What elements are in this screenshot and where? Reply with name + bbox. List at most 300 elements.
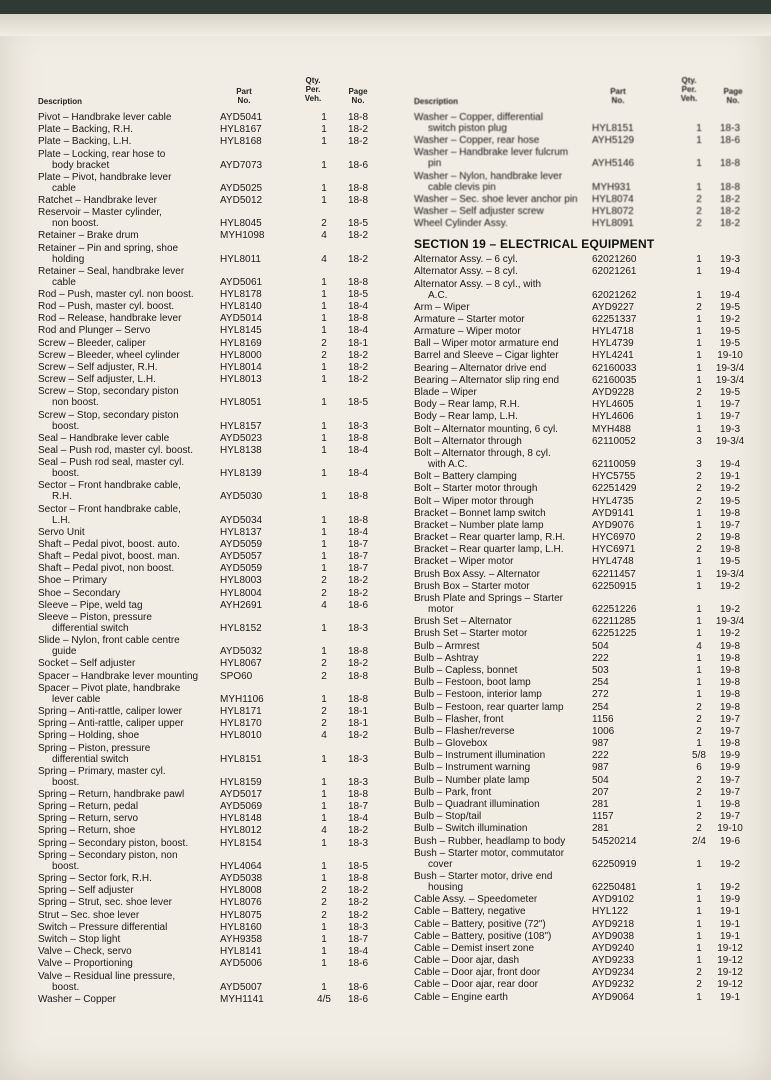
table-row (38, 671, 378, 682)
qty-per-vehicle: 1 (696, 181, 702, 193)
description-line: Cable – Door ajar, dash (414, 955, 520, 967)
part-description (38, 266, 220, 288)
part-number: HYL4748 (592, 556, 634, 568)
part-description (38, 195, 220, 206)
part-number: HYL8151 (592, 123, 634, 134)
page-number: 18-8 (347, 432, 368, 444)
part-description (414, 314, 592, 325)
table-row (38, 612, 378, 634)
table-row (38, 457, 378, 479)
part-description (414, 955, 592, 966)
part-description (414, 363, 592, 374)
qty-per-vehicle: 2 (696, 218, 702, 230)
part-number: HYL8157 (220, 420, 262, 432)
description-line-2: cable clevis pin (428, 181, 496, 193)
part-number: 222 (592, 652, 609, 664)
qty-per-vehicle: 1 (321, 491, 327, 503)
page-number: 18-2 (719, 218, 740, 230)
table-row (414, 762, 748, 773)
page-number: 19-1 (719, 930, 740, 942)
part-number: AYD9064 (592, 991, 635, 1003)
page-number: 18-8 (347, 646, 368, 658)
part-number: 254 (592, 701, 609, 713)
part-number: 62250919 (592, 858, 637, 870)
qty-per-vehicle: 1 (321, 124, 327, 136)
page-number: 19-1 (719, 471, 740, 483)
description-line-2: boost. (52, 860, 80, 872)
part-description (38, 910, 220, 921)
qty-per-vehicle: 1 (321, 646, 327, 658)
part-description (414, 628, 592, 639)
page-number: 18-3 (347, 921, 368, 933)
part-number: AYD5069 (220, 801, 263, 813)
qty-per-vehicle: 1 (696, 338, 702, 350)
part-description (414, 943, 592, 954)
part-number: AYD9038 (592, 930, 635, 942)
qty-per-vehicle: 1 (696, 955, 702, 967)
table-row (414, 931, 748, 942)
part-description (414, 556, 592, 567)
description-line: Cable – Door ajar, rear door (414, 979, 538, 991)
page-number: 19-8 (719, 738, 740, 750)
right-parts-list (414, 112, 748, 1004)
description-line: Barrel and Sleeve – Cigar lighter (414, 350, 559, 362)
description-line: Spring – Return, servo (38, 813, 139, 825)
page-number: 18-3 (347, 776, 368, 788)
table-row (414, 532, 748, 543)
part-number: 62211457 (592, 568, 636, 580)
part-number: AYD5023 (220, 432, 263, 444)
description-line: Washer – Self adjuster screw (414, 205, 544, 217)
description-line: Alternator Assy. – 8 cyl. (414, 266, 518, 278)
description-line: Bush – Starter motor, commutator (414, 847, 565, 859)
part-description (414, 848, 592, 870)
part-number: 1156 (592, 713, 614, 725)
description-line: Bulb – Park, front (414, 786, 492, 798)
description-line-2: body bracket (52, 159, 110, 171)
part-description (38, 457, 220, 479)
part-description (38, 362, 220, 373)
qty-per-vehicle: 1 (321, 837, 327, 849)
page-number: 19-8 (719, 689, 740, 701)
qty-per-vehicle: 1 (321, 958, 327, 970)
part-description (414, 738, 592, 749)
part-description (414, 714, 592, 725)
qty-per-vehicle: 1 (321, 468, 327, 480)
description-line: Cable – Battery, positive (108") (414, 930, 552, 942)
table-row (38, 658, 378, 669)
description-line: Bracket – Number plate lamp (414, 519, 544, 531)
qty-per-vehicle: 1 (696, 123, 702, 134)
page-number: 19-8 (719, 701, 740, 713)
part-description (38, 149, 220, 171)
table-row (38, 897, 378, 908)
part-number: AYD9141 (592, 507, 635, 519)
description-line: Spring – Secondary piston, boost. (38, 837, 189, 849)
part-number: HYL8170 (220, 718, 262, 730)
qty-per-vehicle: 1 (696, 738, 702, 750)
part-number: HYL8091 (592, 218, 634, 230)
description-line: Cable – Battery, negative (414, 906, 526, 918)
qty-per-vehicle: 1 (696, 423, 702, 435)
part-number: 62110059 (592, 458, 636, 470)
qty-per-vehicle: 1 (321, 776, 327, 788)
header-qty: Qty. Per. Veh. (304, 76, 322, 103)
description-line: Socket – Self adjuster (38, 658, 136, 670)
part-description (414, 436, 592, 447)
table-row (38, 635, 378, 657)
part-description (38, 600, 220, 611)
qty-per-vehicle: 1 (696, 930, 702, 942)
description-line: Spacer – Handbrake lever mounting (38, 670, 199, 682)
part-description (38, 289, 220, 300)
description-line: Bulb – Ashtray (414, 652, 479, 664)
qty-per-vehicle: 1 (321, 159, 327, 171)
qty-per-vehicle: 2 (696, 495, 702, 507)
qty-per-vehicle: 2 (696, 786, 702, 798)
part-number: MYH1141 (220, 993, 264, 1005)
page-number: 18-6 (347, 599, 368, 611)
part-description (414, 448, 592, 470)
part-description (38, 683, 220, 705)
part-description (38, 766, 220, 788)
table-row (414, 194, 748, 205)
table-row (414, 436, 748, 447)
part-description (414, 302, 592, 313)
page-number: 18-8 (347, 491, 368, 503)
table-row (38, 801, 378, 812)
description-line: Plate – Pivot, handbrake lever (38, 171, 172, 183)
table-row (414, 823, 748, 834)
description-line: Bulb – Capless, bonnet (414, 664, 518, 676)
description-line: Reservoir – Master cylinder, (38, 207, 162, 219)
table-row (38, 766, 378, 788)
page-number: 18-3 (347, 753, 368, 765)
part-number: MYH1106 (220, 693, 264, 705)
description-line: Bush – Starter motor, drive end (414, 870, 553, 882)
table-row (414, 218, 748, 229)
part-number: MYH488 (592, 423, 631, 435)
table-row (414, 411, 748, 422)
description-line: Bush – Rubber, headlamp to body (414, 835, 566, 847)
qty-per-vehicle: 2 (696, 823, 702, 835)
table-row (414, 726, 748, 737)
part-description (414, 520, 592, 531)
table-row (38, 971, 378, 993)
table-row (38, 789, 378, 800)
qty-per-vehicle: 1 (321, 444, 327, 456)
part-description (414, 653, 592, 664)
part-number: 62160035 (592, 374, 637, 386)
description-line: Spring – Sector fork, R.H. (38, 873, 152, 884)
qty-per-vehicle: 1 (696, 604, 702, 615)
description-line: Screw – Self adjuster, R.H. (38, 362, 158, 373)
part-number: HYL8152 (220, 623, 262, 634)
qty-per-vehicle: 1 (321, 136, 327, 148)
part-description (38, 885, 220, 896)
page-number: 19-3/4 (715, 374, 745, 386)
part-description (414, 979, 592, 990)
part-description (38, 480, 220, 502)
header-description: Description (38, 97, 83, 106)
description-line: Screw – Stop, secondary piston (38, 386, 179, 398)
qty-per-vehicle: 2 (696, 205, 702, 217)
table-row (414, 112, 748, 134)
page-number: 19-2 (719, 604, 740, 615)
page-number: 19-10 (717, 823, 743, 835)
part-number: 222 (592, 750, 609, 762)
qty-per-vehicle: 1 (321, 514, 327, 526)
part-number: AYD9227 (592, 301, 635, 313)
description-line: Cable – Engine earth (414, 991, 508, 1003)
table-row (414, 520, 748, 531)
part-description (38, 313, 220, 324)
page-number: 18-8 (719, 158, 740, 170)
part-number: 272 (592, 689, 609, 701)
part-number: HYL8169 (220, 337, 262, 349)
description-line-2: switch piston plug (428, 123, 507, 134)
description-line: Bulb – Festoon, interior lamp (414, 689, 542, 701)
header-part-right: Part No. (610, 87, 626, 105)
part-description (38, 301, 220, 312)
description-line-2: cover (428, 858, 453, 870)
description-line: Retainer – Pin and spring, shoe (38, 242, 179, 254)
qty-per-vehicle: 1 (321, 563, 327, 575)
description-line: Spacer – Pivot plate, handbrake (38, 682, 181, 694)
page-number: 18-2 (719, 205, 740, 217)
qty-per-vehicle: 2 (321, 885, 327, 897)
page-number: 18-8 (347, 276, 368, 288)
part-description (38, 374, 220, 385)
qty-per-vehicle: 4 (321, 730, 327, 742)
part-description (38, 445, 220, 456)
description-line: Spring – Self adjuster (38, 885, 134, 897)
part-number: HYL8051 (220, 397, 262, 409)
description-line: Plate – Locking, rear hose to (38, 148, 166, 160)
table-row (414, 448, 748, 470)
description-line: Plate – Backing, R.H. (38, 124, 134, 136)
table-row (38, 730, 378, 741)
part-number: HYL8140 (220, 301, 262, 313)
page-number: 18-8 (347, 788, 368, 800)
description-line: Bulb – Glovebox (414, 738, 488, 750)
table-row (414, 775, 748, 786)
page-number: 19-5 (719, 338, 740, 350)
part-description (38, 112, 220, 123)
page-number: 18-2 (347, 575, 368, 587)
part-number: HYL8138 (220, 444, 262, 456)
table-row (414, 836, 748, 847)
description-line: Servo Unit (38, 526, 85, 538)
part-description (38, 873, 220, 884)
qty-per-vehicle: 2 (321, 587, 327, 599)
table-row (414, 811, 748, 822)
page-number: 19-12 (717, 979, 743, 991)
table-row (414, 326, 748, 337)
qty-per-vehicle: 4 (321, 599, 327, 611)
part-description (414, 836, 592, 847)
page-number: 19-7 (719, 774, 740, 786)
description-line: Retainer – Brake drum (38, 230, 139, 242)
part-number: AYD9076 (592, 519, 635, 531)
part-description (414, 919, 592, 930)
part-description (38, 825, 220, 836)
part-number: 62021261 (592, 266, 637, 278)
part-number: HYL8003 (220, 575, 262, 587)
part-description (414, 135, 592, 146)
page-number: 18-8 (347, 514, 368, 526)
description-line: Washer – Copper, differential (414, 112, 543, 123)
table-row (414, 302, 748, 313)
part-description (38, 207, 220, 229)
description-line: Sector – Front handbrake cable, (38, 480, 181, 492)
page-number: 18-3 (347, 837, 368, 849)
part-description (38, 813, 220, 824)
description-line: Spring – Secondary piston, non (38, 849, 178, 861)
part-number: HYL4241 (592, 350, 634, 362)
part-description (38, 658, 220, 669)
page-number: 18-5 (347, 860, 368, 872)
qty-per-vehicle: 2 (696, 483, 702, 495)
part-description (38, 433, 220, 444)
page-number: 18-8 (347, 313, 368, 325)
page-number: 18-6 (347, 993, 368, 1005)
description-line: Spring – Piston, pressure (38, 742, 151, 754)
header-part: Part No. (236, 87, 252, 105)
qty-per-vehicle: 4 (321, 230, 327, 242)
page-number: 18-6 (719, 135, 740, 147)
qty-per-vehicle: 2 (321, 349, 327, 361)
part-description (38, 230, 220, 241)
qty-per-vehicle: 1 (321, 397, 327, 409)
part-number: HYL8159 (220, 776, 262, 788)
part-description (414, 218, 592, 229)
qty-per-vehicle: 3 (696, 458, 702, 470)
page-number: 19-4 (719, 289, 740, 301)
part-number: HYL8171 (220, 705, 262, 717)
part-number: HYL8074 (592, 193, 634, 205)
description-line: Spring – Holding, shoe (38, 730, 140, 742)
table-row (38, 539, 378, 550)
qty-per-vehicle: 2 (696, 301, 702, 313)
description-line: Bulb – Festoon, rear quarter lamp (414, 701, 564, 713)
part-description (38, 934, 220, 945)
table-row (38, 149, 378, 171)
description-line: Bolt – Alternator through (414, 435, 522, 447)
table-row (38, 301, 378, 312)
qty-per-vehicle: 2 (321, 658, 327, 670)
part-number: 62250915 (592, 580, 637, 592)
qty-per-vehicle: 1 (321, 788, 327, 800)
description-line: Screw – Self adjuster, L.H. (38, 374, 156, 386)
part-number: SPO60 (220, 670, 253, 682)
header-description-right: Description (414, 97, 459, 106)
description-line: Bulb – Instrument warning (414, 762, 531, 774)
part-description (38, 801, 220, 812)
qty-per-vehicle: 1 (321, 313, 327, 325)
part-description (38, 563, 220, 574)
page-number: 18-8 (347, 873, 368, 884)
qty-per-vehicle: 2 (696, 979, 702, 991)
part-number: HYL4739 (592, 338, 634, 350)
part-number: AYD5057 (220, 551, 263, 563)
description-line-2: differential switch (52, 753, 129, 765)
description-line: Bolt – Alternator mounting, 6 cyl. (414, 423, 558, 435)
part-number: HYL4735 (592, 495, 634, 507)
part-description (414, 399, 592, 410)
part-number: HYL4718 (592, 326, 634, 338)
table-row (414, 906, 748, 917)
table-row (414, 387, 748, 398)
part-description (414, 689, 592, 700)
page-number: 18-1 (347, 718, 368, 730)
part-number: HYL8076 (220, 897, 262, 909)
table-row (38, 136, 378, 147)
part-description (38, 124, 220, 135)
description-line: Bulb – Instrument illumination (414, 750, 546, 762)
part-description (38, 172, 220, 194)
qty-per-vehicle: 2 (321, 337, 327, 349)
part-number: AYD9232 (592, 979, 635, 991)
part-description (414, 894, 592, 905)
part-number: 254 (592, 677, 609, 689)
description-line: Ball – Wiper motor armature end (414, 338, 559, 350)
part-number: 62110052 (592, 435, 636, 447)
qty-per-vehicle: 1 (321, 946, 327, 958)
part-description (414, 581, 592, 592)
page-number: 18-7 (347, 933, 368, 945)
page-number: 18-2 (347, 897, 368, 909)
page-number: 19-3/4 (715, 362, 745, 374)
description-line-2: A.C. (428, 289, 448, 301)
table-row (414, 206, 748, 217)
part-description (414, 387, 592, 398)
qty-per-vehicle: 4 (321, 825, 327, 837)
table-row (414, 919, 748, 930)
description-line: Bulb – Festoon, boot lamp (414, 677, 531, 689)
part-number: AYD5012 (220, 194, 263, 206)
description-line: Washer – Sec. shoe lever anchor pin (414, 193, 578, 205)
qty-per-vehicle: 1 (696, 616, 702, 628)
qty-per-vehicle: 1 (696, 266, 702, 278)
part-description (414, 641, 592, 652)
part-description (414, 411, 592, 422)
part-number: HYL8154 (220, 837, 262, 849)
page-number: 19-8 (719, 664, 740, 676)
part-description (38, 838, 220, 849)
table-row (414, 254, 748, 265)
part-description (414, 787, 592, 798)
description-line: Shaft – Pedal pivot, boost. auto. (38, 538, 180, 550)
qty-per-vehicle: 1 (321, 276, 327, 288)
page-number: 19-7 (719, 399, 740, 411)
page-number: 19-12 (717, 955, 743, 967)
description-line: Bulb – Armrest (414, 640, 480, 652)
page-number: 19-4 (719, 458, 740, 470)
page-number: 18-2 (719, 193, 740, 205)
part-description (38, 504, 220, 526)
description-line: Screw – Bleeder, wheel cylinder (38, 349, 180, 361)
description-line: Rod – Push, master cyl. non boost. (38, 288, 194, 300)
table-row (38, 112, 378, 123)
part-number: 504 (592, 774, 609, 786)
page-number: 18-5 (347, 397, 368, 409)
qty-per-vehicle: 1 (696, 411, 702, 423)
description-line-2: non boost. (52, 218, 99, 230)
part-number: 62160033 (592, 362, 637, 374)
table-row (38, 600, 378, 611)
table-row (414, 569, 748, 580)
